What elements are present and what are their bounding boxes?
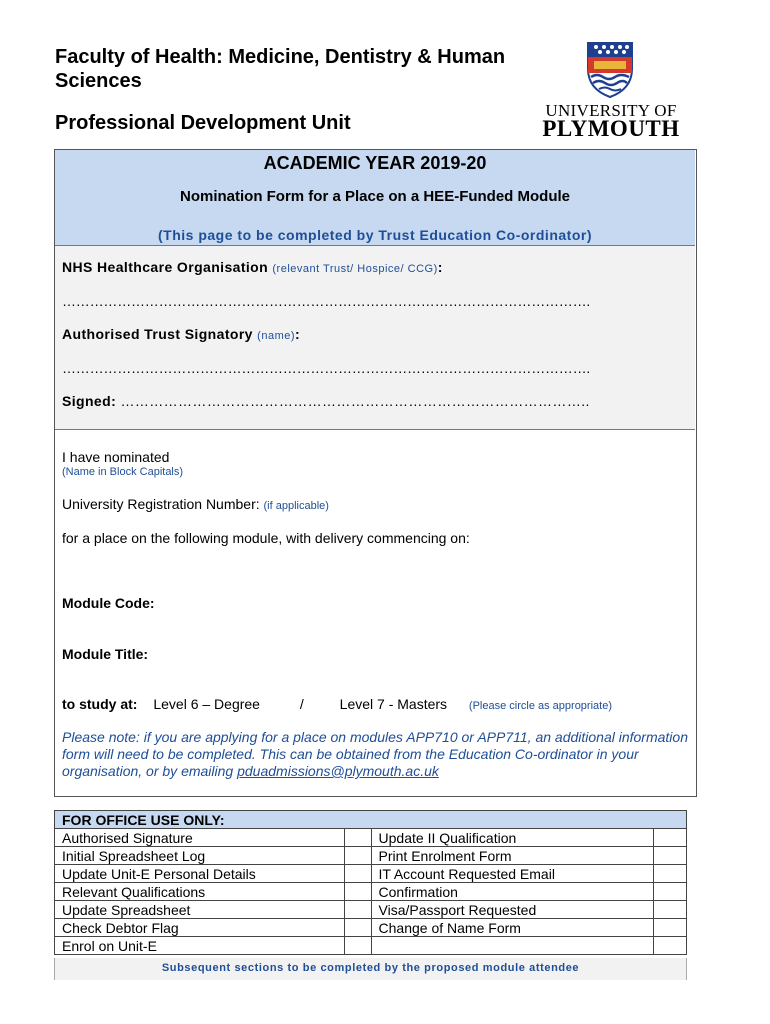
office-item <box>371 937 654 955</box>
signed-label: Signed: <box>62 393 117 409</box>
office-item: Authorised Signature <box>55 829 345 847</box>
coordinator-note: (This page to be completed by Trust Education Co-ordinator) <box>158 227 592 243</box>
office-item: Update Spreadsheet <box>55 901 345 919</box>
please-note: Please note: if you are applying for a place on modules APP710 or APP711, an additional information form will need to be completed. This can be obtained from the Education Co-ordinator in your organisation, or by emailing pduadmissions@plymouth.ac.uk <box>62 729 688 779</box>
office-checkbox[interactable] <box>344 847 371 865</box>
registration-label: University Registration Number: <box>62 496 260 512</box>
study-label: to study at: <box>62 696 138 712</box>
office-header: FOR OFFICE USE ONLY: <box>55 811 687 829</box>
office-checkbox[interactable] <box>344 865 371 883</box>
table-row <box>55 937 687 955</box>
office-checkbox <box>654 937 687 955</box>
office-use-table <box>54 810 687 955</box>
table-row <box>55 883 687 901</box>
table-row <box>55 847 687 865</box>
academic-year: ACADEMIC YEAR 2019-20 <box>263 153 487 173</box>
signed-row <box>62 393 590 409</box>
office-item: Relevant Qualifications <box>55 883 345 901</box>
level-7-option[interactable]: Level 7 - Masters <box>339 696 448 712</box>
office-item: Visa/Passport Requested <box>371 901 654 919</box>
trust-section <box>55 246 695 430</box>
office-item: IT Account Requested Email <box>371 865 654 883</box>
office-checkbox[interactable] <box>344 901 371 919</box>
organisation-label: NHS Healthcare Organisation (relevant Trust/ Hospice/ CCG): <box>62 259 443 275</box>
nomination-form <box>54 149 697 797</box>
office-item: Initial Spreadsheet Log <box>55 847 345 865</box>
logo-plymouth: PLYMOUTH <box>542 116 680 141</box>
level-6-option[interactable]: Level 6 – Degree <box>153 696 260 712</box>
signatory-label: Authorised Trust Signatory (name): <box>62 326 301 342</box>
office-item: Update II Qualification <box>371 829 654 847</box>
module-intro: for a place on the following module, with delivery commencing on: <box>62 530 470 546</box>
office-checkbox[interactable] <box>654 847 687 865</box>
form-header-band <box>55 150 695 246</box>
faculty-title: Faculty of Health: Medicine, Dentistry & Human Sciences <box>55 46 506 92</box>
signatory-field[interactable]: ……………………………………………………………………………………………………. <box>62 360 591 376</box>
organisation-hint: (relevant Trust/ Hospice/ CCG) <box>272 263 438 275</box>
table-row <box>55 865 687 883</box>
module-code-label: Module Code: <box>62 595 155 611</box>
level-separator: / <box>299 696 304 712</box>
registration-hint: (if applicable) <box>263 500 329 512</box>
registration-row <box>62 496 329 512</box>
signatory-hint: (name) <box>257 330 296 342</box>
table-row <box>55 919 687 937</box>
office-checkbox[interactable] <box>344 829 371 847</box>
nominated-label: I have nominated <box>62 449 170 465</box>
signed-field[interactable]: …………………………………………………………………………………….. <box>120 393 590 409</box>
email-link[interactable]: pduadmissions@plymouth.ac.uk <box>237 763 439 779</box>
nominated-hint: (Name in Block Capitals) <box>62 466 184 478</box>
form-title: Nomination Form for a Place on a HEE-Funded Module <box>179 188 571 205</box>
study-level-row <box>62 696 612 712</box>
office-checkbox[interactable] <box>654 901 687 919</box>
organisation-field[interactable]: ……………………………………………………………………………………………………. <box>62 293 591 309</box>
unit-title: Professional Development Unit <box>55 112 351 134</box>
office-item: Change of Name Form <box>371 919 654 937</box>
subsequent-note: Subsequent sections to be completed by the proposed module attendee <box>54 958 687 980</box>
office-checkbox[interactable] <box>344 919 371 937</box>
office-item: Print Enrolment Form <box>371 847 654 865</box>
office-item: Check Debtor Flag <box>55 919 345 937</box>
shield-crest-icon <box>585 41 635 99</box>
office-item: Update Unit-E Personal Details <box>55 865 345 883</box>
office-checkbox[interactable] <box>344 883 371 901</box>
office-checkbox[interactable] <box>654 883 687 901</box>
office-checkbox[interactable] <box>654 919 687 937</box>
office-item: Enrol on Unit-E <box>55 937 345 955</box>
table-row <box>55 901 687 919</box>
table-row <box>55 829 687 847</box>
module-title-label: Module Title: <box>62 646 149 662</box>
university-logo <box>536 41 686 141</box>
office-item: Confirmation <box>371 883 654 901</box>
office-checkbox[interactable] <box>654 829 687 847</box>
circle-hint: (Please circle as appropriate) <box>468 700 612 712</box>
office-checkbox[interactable] <box>344 937 371 955</box>
office-checkbox[interactable] <box>654 865 687 883</box>
logo-university-of: UNIVERSITY OF <box>545 101 677 120</box>
